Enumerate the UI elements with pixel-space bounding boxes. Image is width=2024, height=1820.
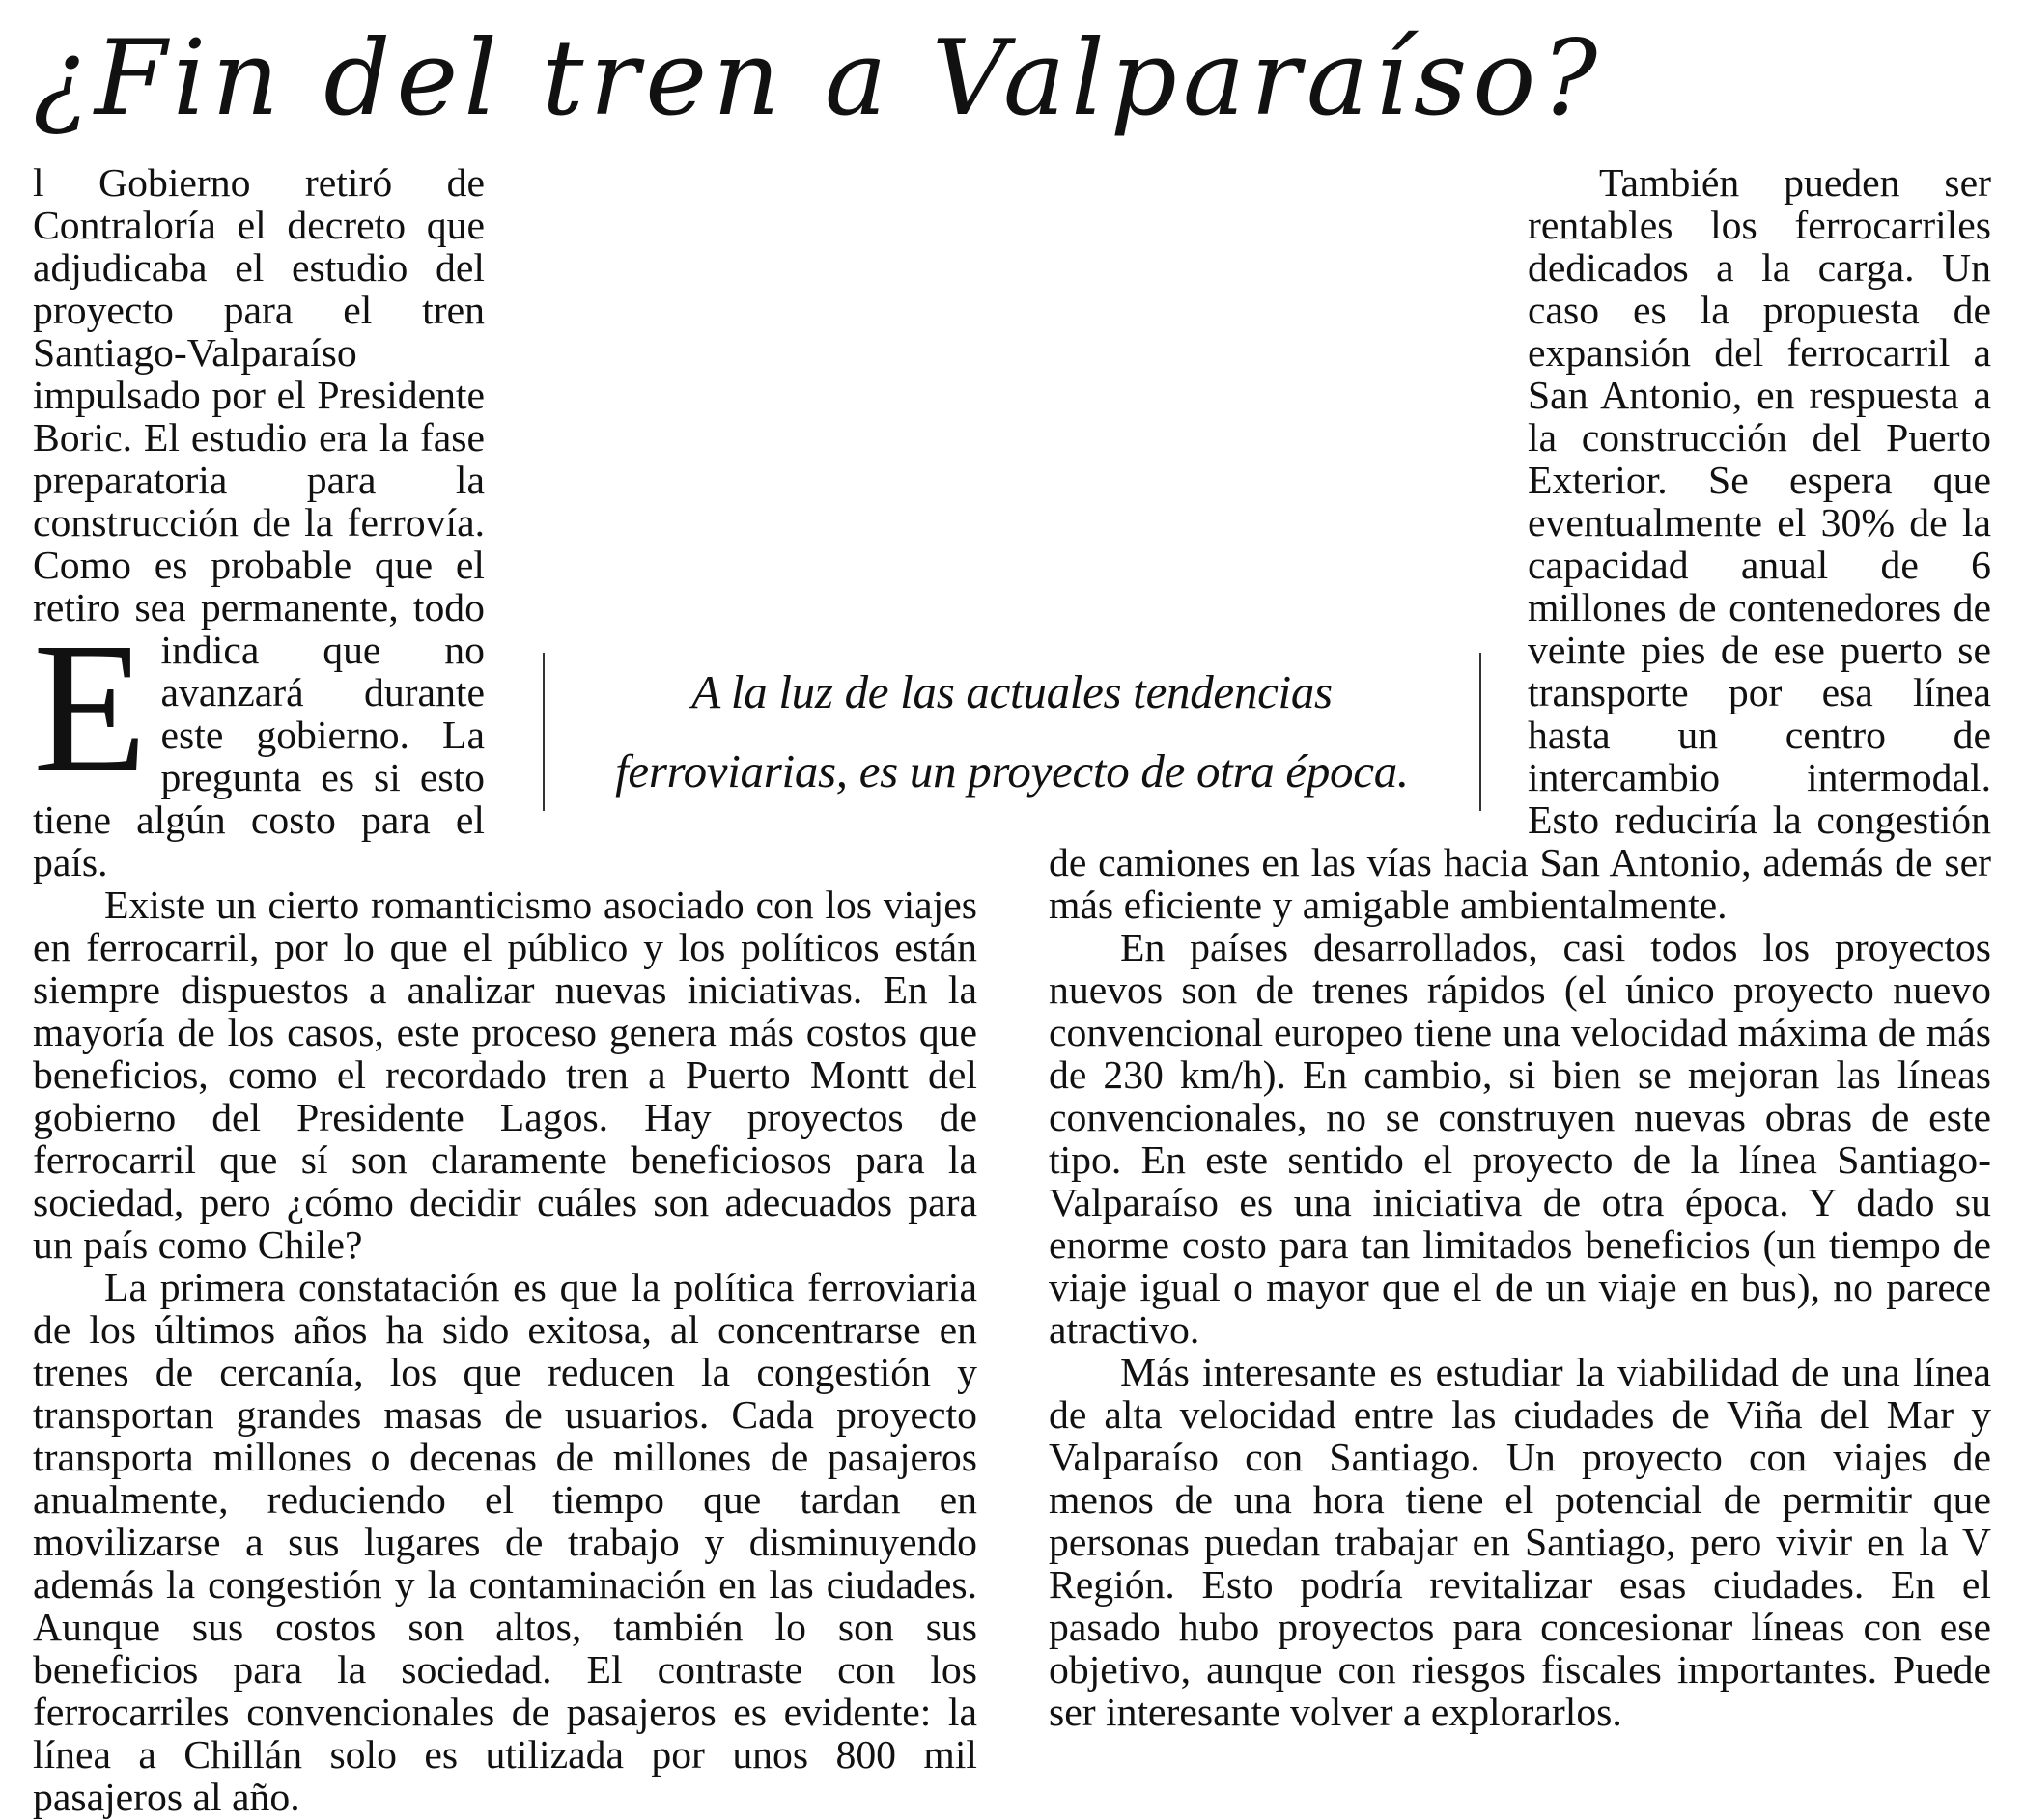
pull-quote-line-2: ferroviarias, es un proyecto de otra época. [615,744,1409,798]
pull-quote [543,653,1481,811]
right-paragraph-1: También pueden ser rentables los ferrocarriles dedicados a la carga. Un caso es la propuesta de expansión del ferrocarril a San Antonio, en respuesta a la construcción del Puerto Exterior. Se espera que eventualmente el 30% de la capacidad anual de 6 millones de contenedores de veinte pies de ese puerto se transporte por esa línea hasta un centro de intercambio intermodal. Esto reduciría la congestión de camiones en las vías hacia San Antonio, además de ser más eficiente y amigable ambientalmente. [1049,161,1991,928]
right-column [1049,161,1991,1735]
right-layout-spacer-top [1049,162,1528,631]
article-title: ¿Fin del tren a Valparaíso? [33,18,1604,139]
left-layout-spacer-top [485,162,977,631]
left-paragraph-3: La primera constatación es que la política ferroviaria de los últimos años ha sido exitosa, al concentrarse en trenes de cercanía, los que reducen la congestión y transportan grandes masas de usuarios. Cada proyecto transporta millones o decenas de millones de pasajeros anualmente, reduciendo el tiempo que tardan en movilizarse a sus lugares de trabajo y disminuyendo además la congestión y la contaminación en las ciudades. Aunque sus costos son altos, también lo son sus beneficios para la sociedad. El contraste con los ferrocarriles convencionales de pasajeros es evidente: la línea a Chillán solo es utilizada por unos 800 mil pasajeros al año. [33,1266,977,1820]
left-paragraph-1-text: l Gobierno retiró de Contraloría el decreto que adjudicaba el estudio del proyecto para el tren Santiago-Valparaíso impulsado por el Presidente Boric. El estudio era la fase preparatoria para la construcción de la ferrovía. Como es probable que el retiro sea permanente, todo indica que no avanzará durante este gobierno. La pregunta es si esto tiene algún costo para el país. [33,161,485,885]
pull-quote-line-1: A la luz de las actuales tendencias [691,665,1333,718]
left-paragraph-2: Existe un cierto romanticismo asociado con los viajes en ferrocarril, por lo que el público y los políticos están siempre dispuestos a analizar nuevas iniciativas. En la mayoría de los casos, este proceso genera más costos que beneficios, como el recordado tren a Puerto Montt del gobierno del Presidente Lagos. Hay proyectos de ferrocarril que sí son claramente beneficiosos para la sociedad, pero ¿cómo decidir cuáles son adecuados para un país como Chile? [33,883,977,1268]
left-column [33,161,977,1820]
right-paragraph-2: En países desarrollados, casi todos los proyectos nuevos son de trenes rápidos (el único proyecto nuevo convencional europeo tiene una velocidad máxima de más de 230 km/h). En cambio, si bien se mejoran las líneas convencionales, no se construyen nuevas obras de este tipo. En este sentido el proyecto de la línea Santiago-Valparaíso es una iniciativa de otra época. Y dado su enorme costo para tan limitados beneficios (un tiempo de viaje igual o mayor que el de un viaje en bus), no parece atractivo. [1049,926,1991,1353]
drop-cap: E [33,603,148,811]
right-paragraph-3: Más interesante es estudiar la viabilidad de una línea de alta velocidad entre las ciudades de Viña del Mar y Valparaíso con Santiago. Un proyecto con viajes de menos de una hora tiene el potencial de permitir que personas puedan trabajar en Santiago, pero vivir en la V Región. Esto podría revitalizar esas ciudades. En el pasado hubo proyectos para concesionar líneas con ese objetivo, aunque con riesgos fiscales importantes. Puede ser interesante volver a explorarlos. [1049,1351,1991,1735]
